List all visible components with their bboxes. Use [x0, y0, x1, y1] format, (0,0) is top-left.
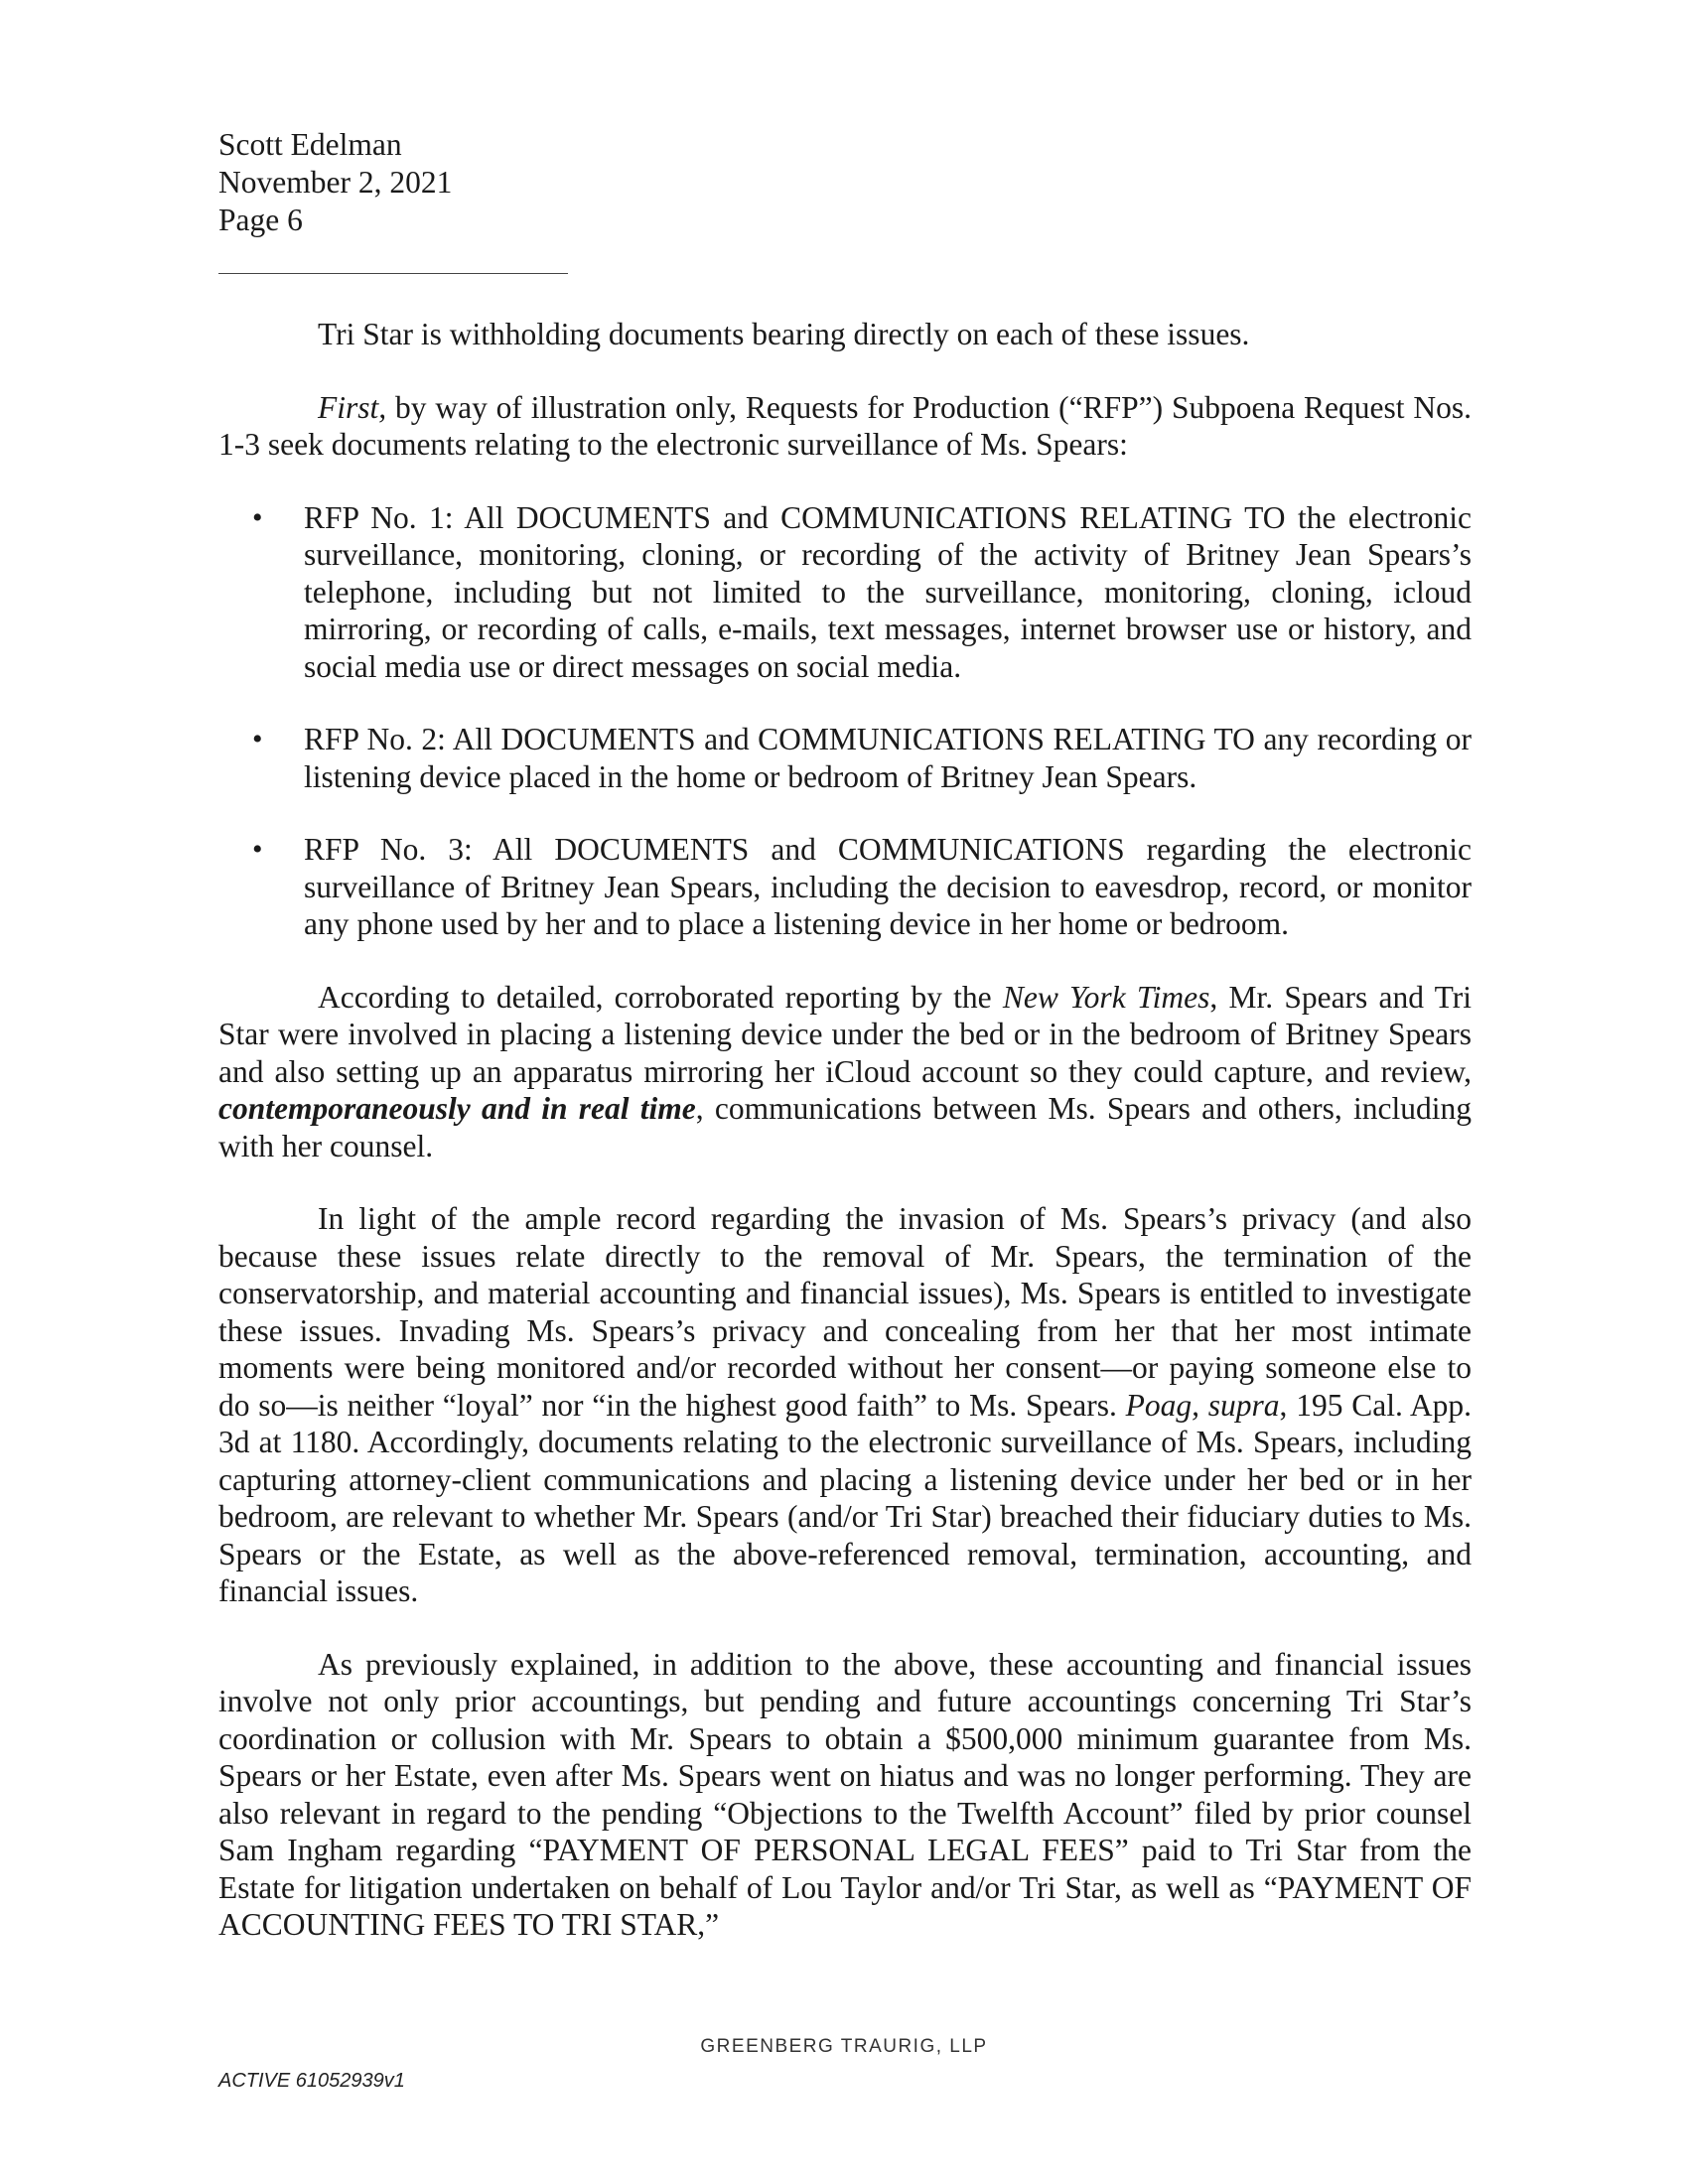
first-emphasis: First, [318, 389, 387, 425]
rfp-item-2 [218, 721, 1472, 795]
bullet-icon: • [252, 723, 263, 755]
text-run: , Mr. Spears and Tri Star were involved in placing a listening device under the bed or in the bedroom of Britney Spears and also setting up an apparatus mirroring her iCloud account so they could capture, and review, [218, 979, 1473, 1089]
footer-document-id: ACTIVE 61052939v1 [218, 2070, 405, 2092]
paragraph-first [218, 389, 1472, 464]
rfp-item-text: RFP No. 2: All DOCUMENTS and COMMUNICATIONS RELATING TO any recording or listening device placed in the home or bedroom of Britney Jean Spears. [304, 722, 1472, 794]
emphasis-real-time: contemporaneously and in real time [218, 1091, 696, 1126]
rfp-list [218, 499, 1472, 943]
nyt-citation: New York Times [1002, 979, 1210, 1015]
paragraph-privacy [218, 1200, 1472, 1610]
text-run: In light of the ample record regarding the invasion of Ms. Spears’s privacy (and also because these issues relate directly to the removal of Mr. Spears, the termination of the conservatorship, and material accounting and financial issues), Ms. Spears is entitled to investigate these issues. Invading Ms. Spears’s privacy and concealing from her that her most intimate moments were being monitored and/or recorded without her consent—or paying someone else to do so—is neither “loyal” nor “in the highest good faith” to Ms. Spears. [218, 1201, 1472, 1423]
recipient-name: Scott Edelman [218, 127, 402, 162]
paragraph-nyt-reporting [218, 979, 1472, 1165]
letter-date: November 2, 2021 [218, 165, 453, 200]
text-run: , communications between Ms. Spears and others, including with her counsel. [218, 1091, 1472, 1163]
text-run: According to detailed, corroborated reporting by the [318, 979, 1003, 1015]
header-rule [218, 273, 568, 274]
letter-header [218, 126, 452, 239]
paragraph-first-text: by way of illustration only, Requests for Production (“RFP”) Subpoena Request Nos. 1-3 seek documents relating to the electronic surveillance of Ms. Spears: [218, 389, 1472, 462]
bullet-icon: • [252, 833, 263, 866]
paragraph-withholding: Tri Star is withholding documents bearing directly on each of these issues. [318, 317, 1250, 351]
paragraph-accounting: As previously explained, in addition to the above, these accounting and financial issues involve not only prior accountings, but pending and future accountings concerning Tri Star’s coordination or collusion with Mr. Spears to obtain a $500,000 minimum guarantee from Ms. Spears or her Estate, even after Ms. Spears went on hiatus and was no longer performing. They are also relevant in regard to the pending “Objections to the Twelfth Account” filed by prior counsel Sam Ingham regarding “PAYMENT OF PERSONAL LEGAL FEES” paid to Tri Star from the Estate for litigation undertaken on behalf of Lou Taylor and/or Tri Star, as well as “PAYMENT OF ACCOUNTING FEES TO TRI STAR,” [218, 1646, 1472, 1942]
footer-firm-name: GREENBERG TRAURIG, LLP [700, 2036, 988, 2057]
rfp-item-3 [218, 831, 1472, 943]
page-number: Page 6 [218, 203, 303, 237]
text-run: , 195 Cal. App. 3d at 1180. Accordingly, documents relating to the electronic surveillance of Ms. Spears, including capturing attorney-client communications and placing a listening device under her bed or in her bedroom, are relevant to whether Mr. Spears (and/or Tri Star) breached their fiduciary duties to Ms. Spears or the Estate, as well as the above-referenced removal, termination, accounting, and financial issues. [218, 1387, 1472, 1608]
bullet-icon: • [252, 500, 263, 534]
case-citation: Poag, supra [1125, 1387, 1280, 1423]
rfp-item-1 [218, 499, 1472, 686]
rfp-item-text: RFP No. 1: All DOCUMENTS and COMMUNICATIONS RELATING TO the electronic surveillance, monitoring, cloning, or recording of the activity of Britney Jean Spears’s telephone, including but not limited to the surveillance, monitoring, cloning, icloud mirroring, or recording of calls, e-mails, text messages, internet browser use or history, and social media use or direct messages on social media. [304, 499, 1472, 684]
letter-body [218, 316, 1472, 1944]
rfp-item-text: RFP No. 3: All DOCUMENTS and COMMUNICATIONS regarding the electronic surveillance of Britney Jean Spears, including the decision to eavesdrop, record, or monitor any phone used by her and to place a listening device in her home or bedroom. [304, 832, 1472, 941]
